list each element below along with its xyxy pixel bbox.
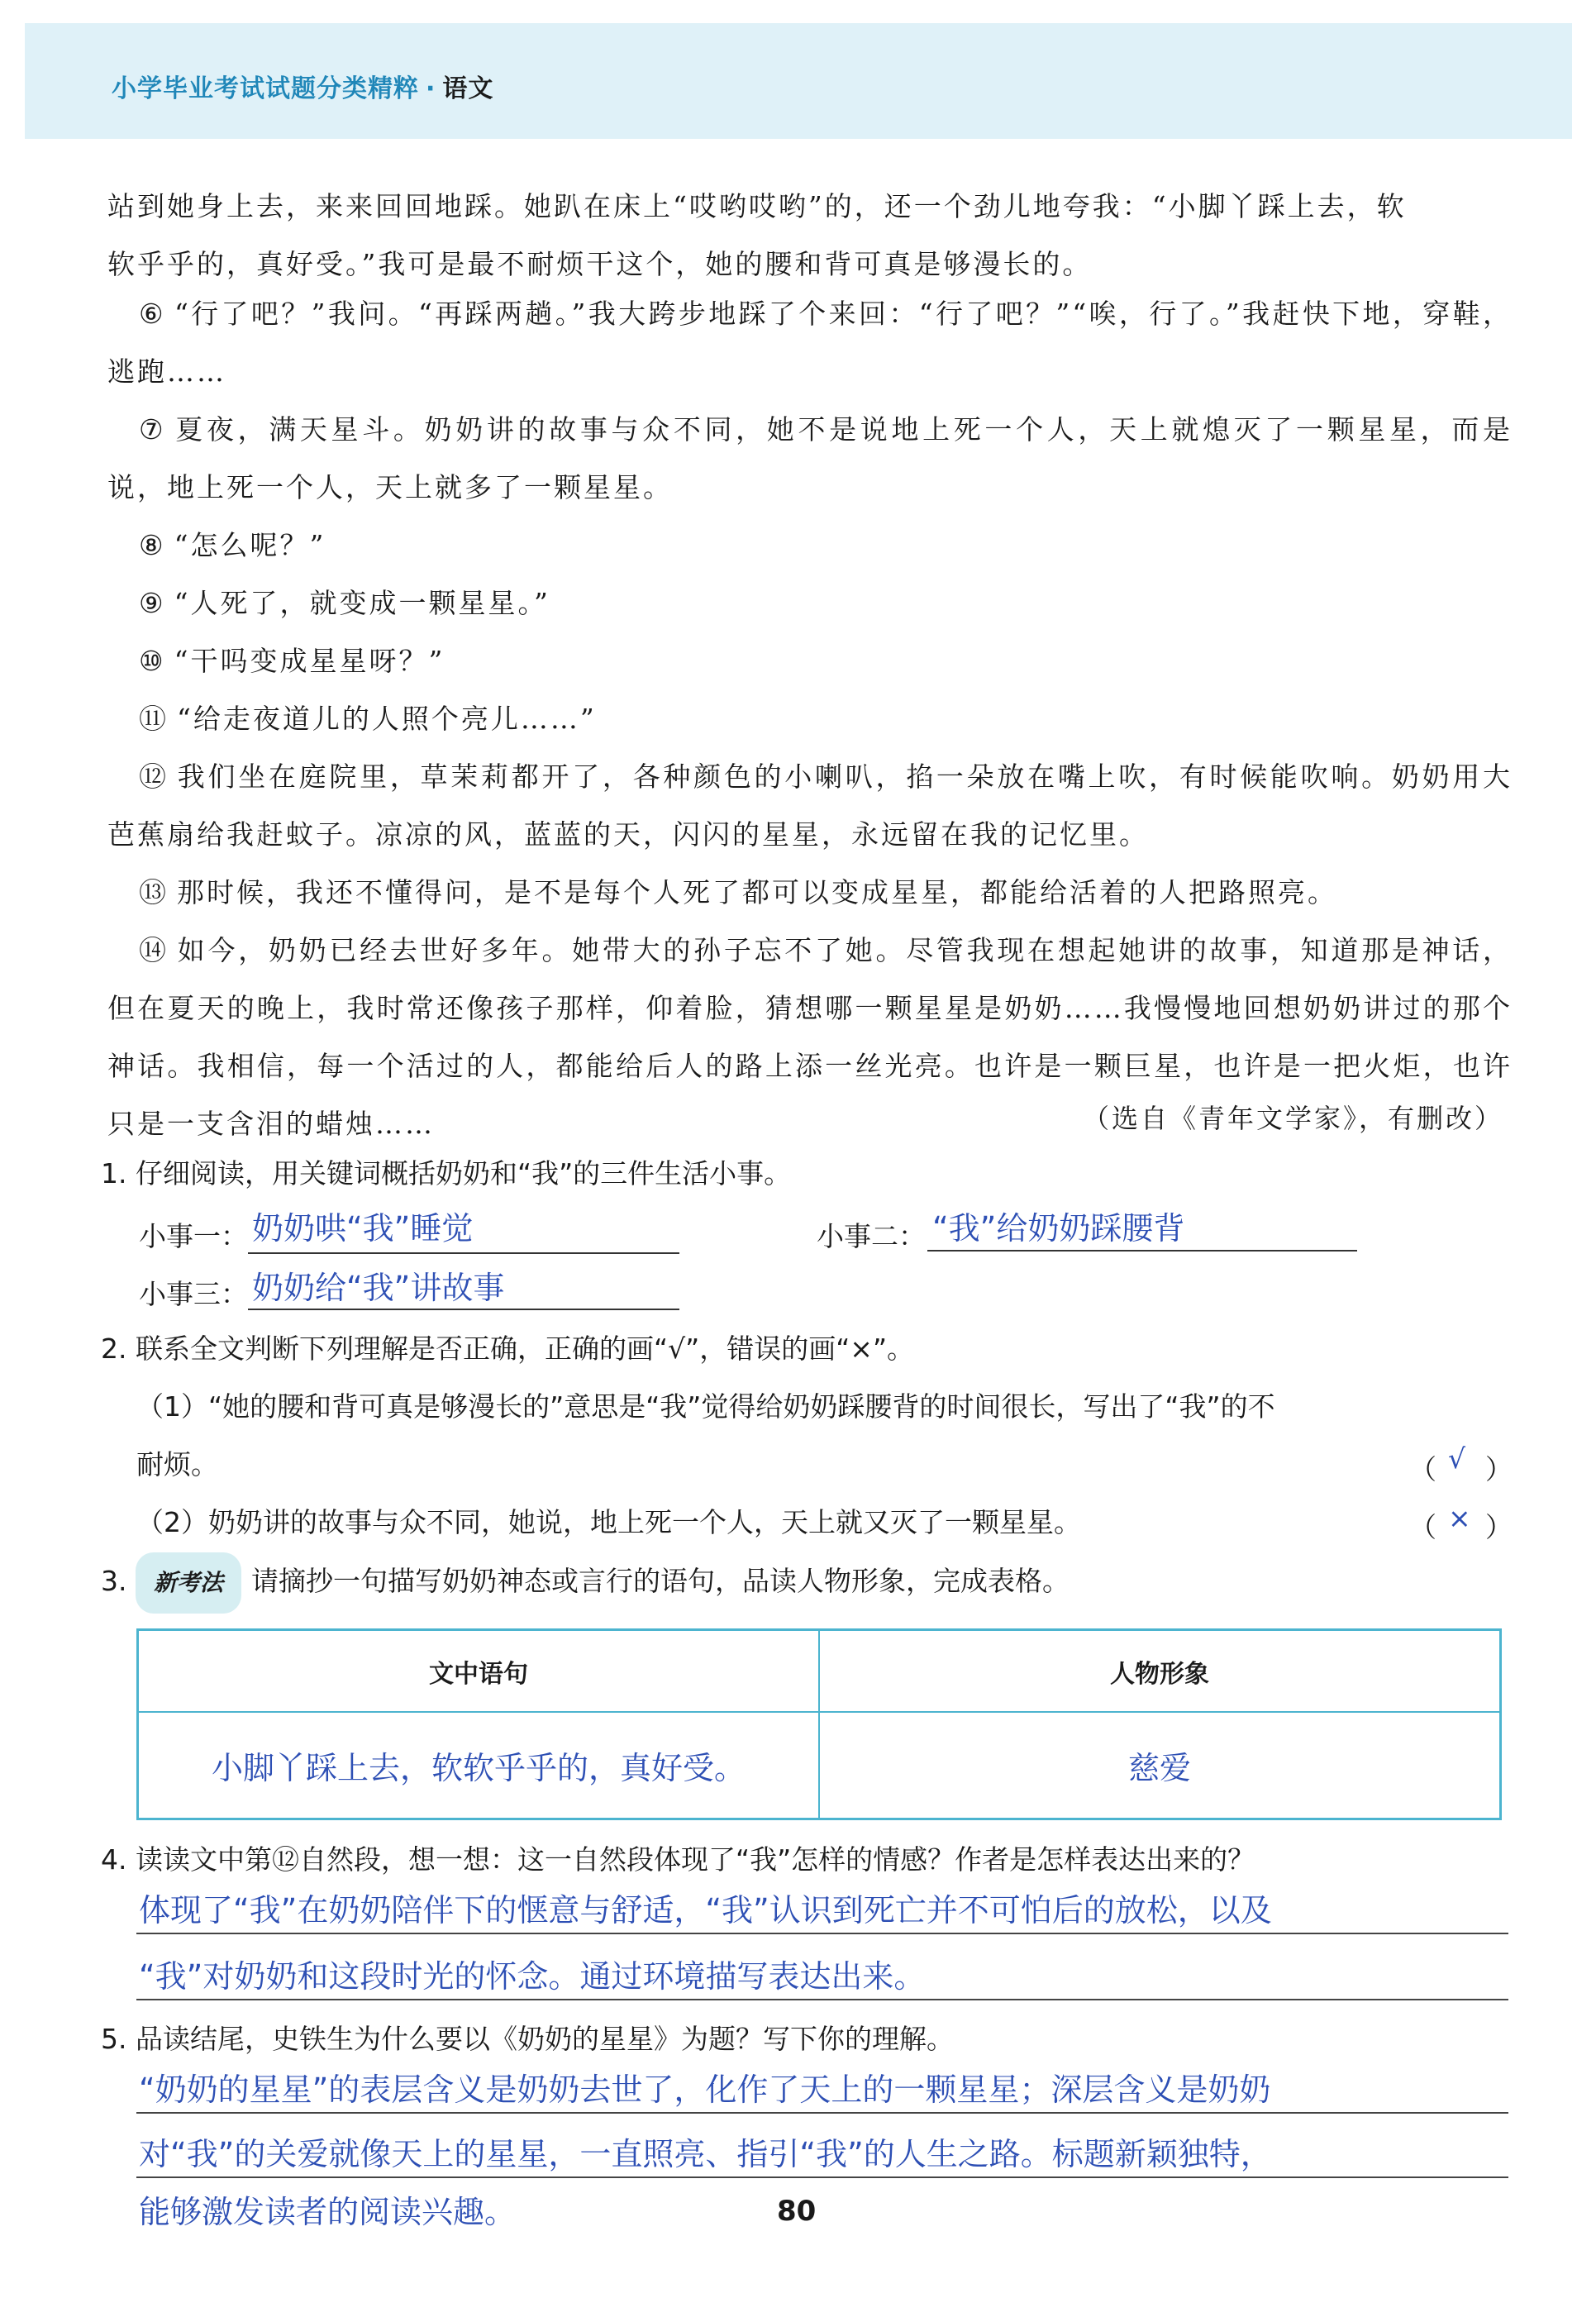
paragraph-number: ⑧ [139,529,166,561]
paragraph-text: 我们坐在庭院里，草茉莉都开了，各种颜色的小喇叭，掐一朵放在嘴上吹，有时候能吹响。奶奶用大芭蕉扇给我赶蚊子。凉凉的风，蓝蓝的天，闪闪的星星，永远留在我的记忆里。 [107,760,1513,851]
q2-item-1-line-1: （1）“她的腰和背可真是够漫长的”意思是“我”觉得给奶奶踩腰背的时间很长，写出了“我”的不 [136,1390,1275,1423]
q2-item-2-paren-open: （ [1409,1511,1436,1543]
table-row [138,1712,1501,1819]
paragraph-8 [107,517,1513,574]
table-header-sentence: 文中语句 [138,1630,820,1713]
q4-stem: 4. 读读文中第⑫自然段，想一想：这一自然段体现了“我”怎样的情感？作者是怎样表达出来的？ [101,1843,1255,1876]
paragraph-number: ⑨ [139,587,166,619]
q1-stem: 1. 仔细阅读，用关键词概括奶奶和“我”的三件生活小事。 [101,1157,792,1190]
paragraph-7 [107,401,1513,517]
paragraph-number: ⑫ [139,760,169,793]
paragraph-9 [107,574,1513,632]
q3-stem: 请摘抄一句描写奶奶神态或言行的语句，品读人物形象，完成表格。 [251,1565,1070,1597]
q3-table [136,1628,1502,1820]
q4-underline-2 [136,1999,1508,2000]
header-subject: 语文 [442,74,494,103]
q2-item-1-line-2: 耐烦。 [136,1448,218,1480]
passage-cont-line-1: 站到她身上去，来来回回地踩。她趴在床上“哎哟哎哟”的，还一个劲儿地夸我：“小脚丫踩上去，软 [107,190,1407,222]
paragraph-text: “给走夜道儿的人照个亮儿……” [177,703,597,735]
paragraph-text: “怎么呢？” [174,529,326,561]
q1-underline-3 [248,1309,679,1310]
header-series: 小学毕业考试试题分类精粹 [112,74,419,103]
paragraph-text: 如今，奶奶已经去世好多年。她带大的孙子忘不了她。尽管我现在想起她讲的故事，知道那是神话，但在夏天的晚上，我时常还像孩子那样，仰着脸，猜想哪一颗星星是奶奶……我慢慢地回想奶奶讲过的那个神话。我相信，每一个活过的人，都能给后人的路上添一丝光亮。也许是一颗巨星，也许是一把火炬，也许只是一支含泪的蜡烛…… [107,934,1513,1140]
q2-item-1-answer: √ [1448,1442,1466,1475]
q1-label-3: 小事三： [139,1278,248,1310]
q2-item-2-paren-close: ） [1485,1511,1513,1543]
q1-answer-3: 奶奶给“我”讲故事 [252,1270,505,1306]
q2-item-1-paren-close: ） [1485,1453,1513,1485]
table-header-row [138,1630,1501,1713]
q1-answer-2: “我”给奶奶踩腰背 [932,1210,1185,1247]
paragraph-text: 那时候，我还不懂得问，是不是每个人死了都可以变成星星，都能给活着的人把路照亮。 [177,876,1337,908]
q5-answer-line-3: 能够激发读者的阅读兴趣。 [139,2194,517,2230]
page-number: 80 [777,2195,817,2228]
paragraph-6 [107,285,1513,401]
q5-answer-line-2: 对“我”的关爱就像天上的星星，一直照亮、指引“我”的人生之路。标题新颖独特， [139,2136,1272,2172]
q5-underline-2 [136,2176,1508,2178]
q3-stem-line [101,1552,1522,1614]
paragraph-text: 夏夜，满天星斗。奶奶讲的故事与众不同，她不是说地上死一个人，天上就熄灭了一颗星星，而是说，地上死一个人，天上就多了一颗星星。 [107,413,1513,503]
paragraph-12 [107,748,1513,864]
q2-item-1-paren-open: （ [1409,1453,1436,1485]
paragraph-number: ⑪ [139,703,169,735]
paragraph-number: ⑦ [139,413,168,446]
paragraph-number: ⑬ [139,876,169,908]
q1-underline-1 [248,1252,679,1254]
q1-label-1: 小事一： [139,1220,248,1252]
q2-item-2: （2）奶奶讲的故事与众不同，她说，地上死一个人，天上就又灭了一颗星星。 [136,1506,1081,1538]
paragraph-number: ⑭ [139,934,169,966]
paragraph-text: “行了吧？”我问。“再踩两趟。”我大跨步地踩了个来回：“行了吧？”“唉，行了。”我赶快下地，穿鞋，逃跑…… [107,298,1513,388]
q3-answer-image: 慈爱 [819,1712,1501,1819]
q1-answer-1: 奶奶哄“我”睡觉 [252,1210,474,1247]
q1-underline-2 [927,1250,1357,1252]
table-header-image: 人物形象 [819,1630,1501,1713]
q3-answer-sentence: 小脚丫踩上去，软软乎乎的，真好受。 [138,1712,820,1819]
paragraph-11 [107,690,1513,748]
q2-stem: 2. 联系全文判断下列理解是否正确，正确的画“√”，错误的画“×”。 [101,1333,915,1365]
paragraph-text: “人死了，就变成一颗星星。” [174,587,550,619]
passage-cont-line-2: 软乎乎的，真好受。”我可是最不耐烦干这个，她的腰和背可真是够漫长的。 [107,248,1093,280]
paragraph-text: “干吗变成星星呀？” [174,645,445,677]
q5-stem: 5. 品读结尾，史铁生为什么要以《奶奶的星星》为题？写下你的理解。 [101,2023,954,2055]
paragraph-number: ⑩ [139,645,166,677]
header-title [112,68,493,104]
paragraph-number: ⑥ [139,298,166,330]
passage-source: （选自《青年文学家》，有删改） [1082,1103,1503,1134]
q5-answer-line-1: “奶奶的星星”的表层含义是奶奶去世了，化作了天上的一颗星星；深层含义是奶奶 [139,2072,1271,2108]
q4-answer-line-1: 体现了“我”在奶奶陪伴下的惬意与舒适，“我”认识到死亡并不可怕后的放松，以及 [139,1892,1272,1929]
q2-item-2-answer: × [1448,1502,1471,1534]
q3-number: 3. [101,1565,127,1597]
q1-label-2: 小事二： [817,1220,926,1252]
q4-answer-line-2: “我”对奶奶和这段时光的怀念。通过环境描写表达出来。 [139,1958,926,1995]
new-exam-badge: 新考法 [136,1552,241,1614]
paragraph-13 [107,864,1513,922]
paragraph-10 [107,632,1513,690]
header-separator: · [426,74,436,103]
q5-underline-1 [136,2112,1508,2114]
q4-underline-1 [136,1933,1508,1934]
